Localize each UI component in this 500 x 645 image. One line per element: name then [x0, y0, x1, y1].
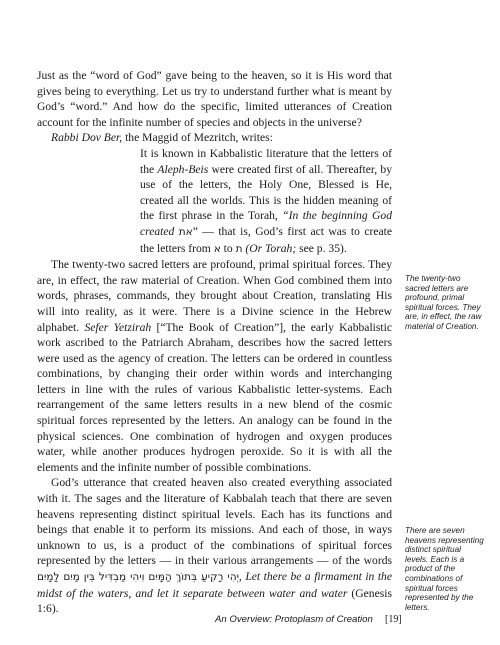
author-name: Rabbi Dov Ber, [51, 131, 123, 145]
genesis-verse: “In the beginning God created [140, 209, 392, 238]
maggid-intro [37, 130, 392, 146]
intro-rest: the Maggid of Mezritch, writes: [122, 131, 273, 145]
para2-text-2: [“The Book of Creation”], the early Kabbalistic work ascribed to the Patriarch Abraham, describes how the sacred letters were used as the agency of creation. The letters can be ordered in countless combinations, by changing their order within words and interchanging letters in line with the rules of various Kabbalistic letter-systems. Each rearrangement of the same letters results in a new blend of the cosmic spiritual forces represented by the letters. An analogy can be found in the physical sciences. One combination of hydrogen and oxygen produces water, while another produces hydrogen peroxide. So it is with all the elements and the infinite number of possible combinations. [37, 320, 392, 474]
margin-note-letters: The twenty-two sacred letters are profound, primal spiritual forces. They are, in effect, the raw material of Creation. [405, 274, 482, 331]
hebrew-aleph: א [213, 242, 221, 255]
aleph-beis-term: Aleph-Beis [157, 162, 209, 176]
firmament-verse: Let there be a firmament in the midst of the waters, and let it separate between water and water [37, 570, 392, 600]
or-torah-source: (Or Torah; [242, 241, 297, 255]
paragraph-seven-heavens [37, 475, 392, 616]
paragraph-word-of-god: Just as the “word of God” gave being to the heaven, so it is His word that gives being to everything. Let us try to understand further what is meant by God’s “word.” And how do the specific, limited utterances of Creation account for the infinite number of species and objects in the universe? [37, 69, 392, 129]
para3-comma: , [238, 570, 246, 583]
genesis-ref: (Genesis 1:6). [37, 586, 392, 616]
hebrew-verse: יְהִי רָקִיעַ בְּתוֹךְ הַמָּיִם וִיהִי מַבְדִּיל בֵּין מַיִם לָמָיִם [37, 571, 239, 583]
quote-text-2: were created first of all. Thereafter, by use of the letters, the Holy One, Blessed is He, created all the worlds. This is the hidden meaning of the first phrase in the Torah, [140, 162, 392, 223]
maggid-quote [140, 146, 392, 257]
main-text-column [37, 68, 392, 617]
quote-text-4: to [220, 241, 236, 255]
para2-text-1: The twenty-two sacred letters are profound, primal spiritual forces. They are, in effect, the raw material of Creation. When God combined them into words, phrases, commands, they brought about Creation, translating His will into reality, as it were. There is a Divine science in the Hebrew alphabet. [37, 258, 392, 334]
hebrew-tav: ת [235, 242, 243, 255]
quote-text-1: It is known in Kabbalistic literature that the letters of the [140, 146, 392, 176]
para3-text-1: God’s utterance that created heaven also created everything associated with it. The sages and the literature of Kabbalah teach that there are seven heavens representing distinct spiritual levels. Each has its functions and beings that enable it to perform its missions. And each of those, in ways unknown to us, is a product of the combinations of spiritual forces represented by the letters — in their various arrangements — of the words [37, 476, 392, 568]
running-head: An Overview: Protoplasm of Creation [215, 614, 373, 625]
quote-text-3: ” — that is, God’s first act was to create the letters from [140, 224, 392, 255]
sefer-yetzirah-title: Sefer Yetzirah [84, 320, 152, 334]
hebrew-et: את [178, 225, 193, 238]
paragraph-sacred-letters [37, 257, 392, 475]
page-number: [19] [385, 614, 402, 625]
see-page-ref: see p. 35). [296, 241, 347, 255]
margin-note-heavens: There are seven heavens representing distinct spiritual levels. Each is a product of the combinations of spiritual forces represented by the letters. [405, 526, 484, 612]
